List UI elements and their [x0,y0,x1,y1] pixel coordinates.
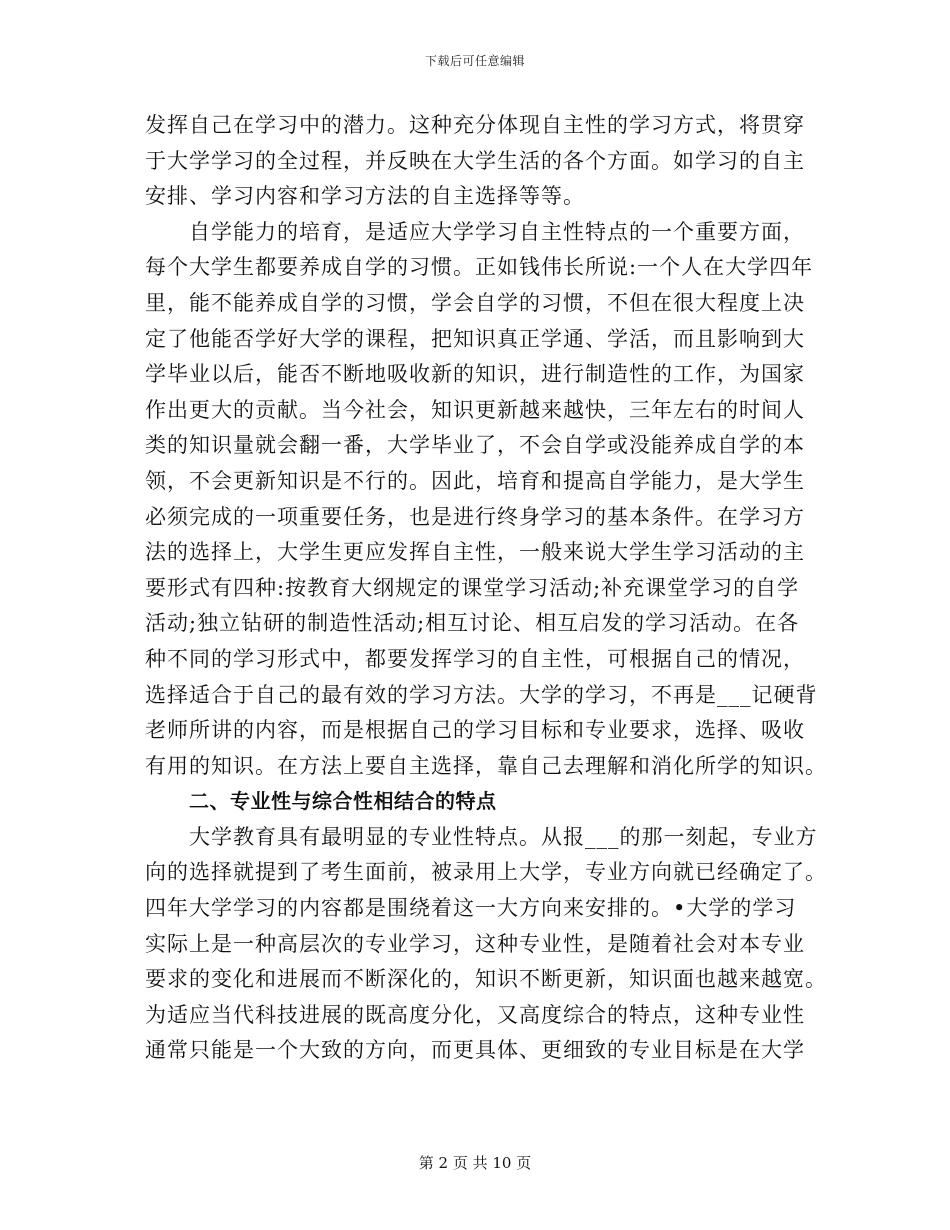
text-line: 发挥自己在学习中的潜力。这种充分体现自主性的学习方式，将贯穿 [145,113,805,137]
text-line: 实际上是一种高层次的专业学习，这种专业性，是随着社会对本专业 [145,931,805,956]
text-line: 要形式有四种:按教育大纲规定的课堂学习活动;补充课堂学习的自学 [145,575,800,600]
section-heading: 二、专业性与综合性相结合的特点 [189,789,497,814]
text-line: 有用的知识。在方法上要自主选择，靠自己去理解和消化所学的知识。 [145,753,827,778]
text-line: 里，能不能养成自学的习惯，学会自学的习惯，不但在很大程度上决 [145,290,805,315]
text-line: 通常只能是一个大致的方向，而更具体、更细致的专业目标是在大学 [145,1038,805,1063]
text-line: 必须完成的一项重要任务，也是进行终身学习的基本条件。在学习方 [145,504,805,529]
text-line: 四年大学学习的内容都是围绕着这一大方向来安排的。•大学的学习 [145,896,797,921]
page-number: 第 2 页 共 10 页 [418,1154,532,1172]
text-line: 每个大学生都要养成自学的习惯。正如钱伟长所说:一个人在大学四年 [145,255,814,280]
text-line: 选择适合于自己的最有效的学习方法。大学的学习，不再是___记硬背 [145,682,818,707]
text-line: 活动;独立钻研的制造性活动;相互讨论、相互启发的学习活动。在各 [145,611,800,636]
text-line: 于大学学习的全过程，并反映在大学生活的各个方面。如学习的自主 [145,148,805,173]
text-line: 类的知识量就会翻一番，大学毕业了，不会自学或没能养成自学的本 [145,433,805,458]
page-header-note: 下载后可任意编辑 [424,54,525,68]
text-line: 向的选择就提到了考生面前，被录用上大学，专业方向就已经确定了。 [145,860,827,885]
document-body [145,108,827,1069]
text-line: 领，不会更新知识是不行的。因此，培育和提高自学能力，是大学生 [145,468,805,493]
text-line: 老师所讲的内容，而是根据自己的学习目标和专业要求，选择、吸收 [145,718,805,743]
paragraph-first-line: 大学教育具有最明显的专业性特点。从报___的那一刻起，专业方 [189,824,818,849]
text-line: 作出更大的贡献。当今社会，知识更新越来越快，三年左右的时间人 [145,397,805,422]
text-line: 定了他能否学好大学的课程，把知识真正学通、学活，而且影响到大 [145,326,805,351]
text-line: 学毕业以后，能否不断地吸收新的知识，进行制造性的工作，为国家 [145,362,805,387]
paragraph-first-line: 自学能力的培育，是适应大学学习自主性特点的一个重要方面， [189,219,805,244]
text-line: 为适应当代科技进展的既高度分化，又高度综合的特点，这种专业性 [145,1002,805,1027]
text-line: 种不同的学习形式中，都要发挥学习的自主性，可根据自己的情况， [145,646,805,671]
text-line: 安排、学习内容和学习方法的自主选择等等。 [145,184,585,209]
text-line: 要求的变化和进展而不断深化的，知识不断更新，知识面也越来越宽。 [145,967,827,992]
text-line: 法的选择上，大学生更应发挥自主性，一般来说大学生学习活动的主 [145,540,805,565]
